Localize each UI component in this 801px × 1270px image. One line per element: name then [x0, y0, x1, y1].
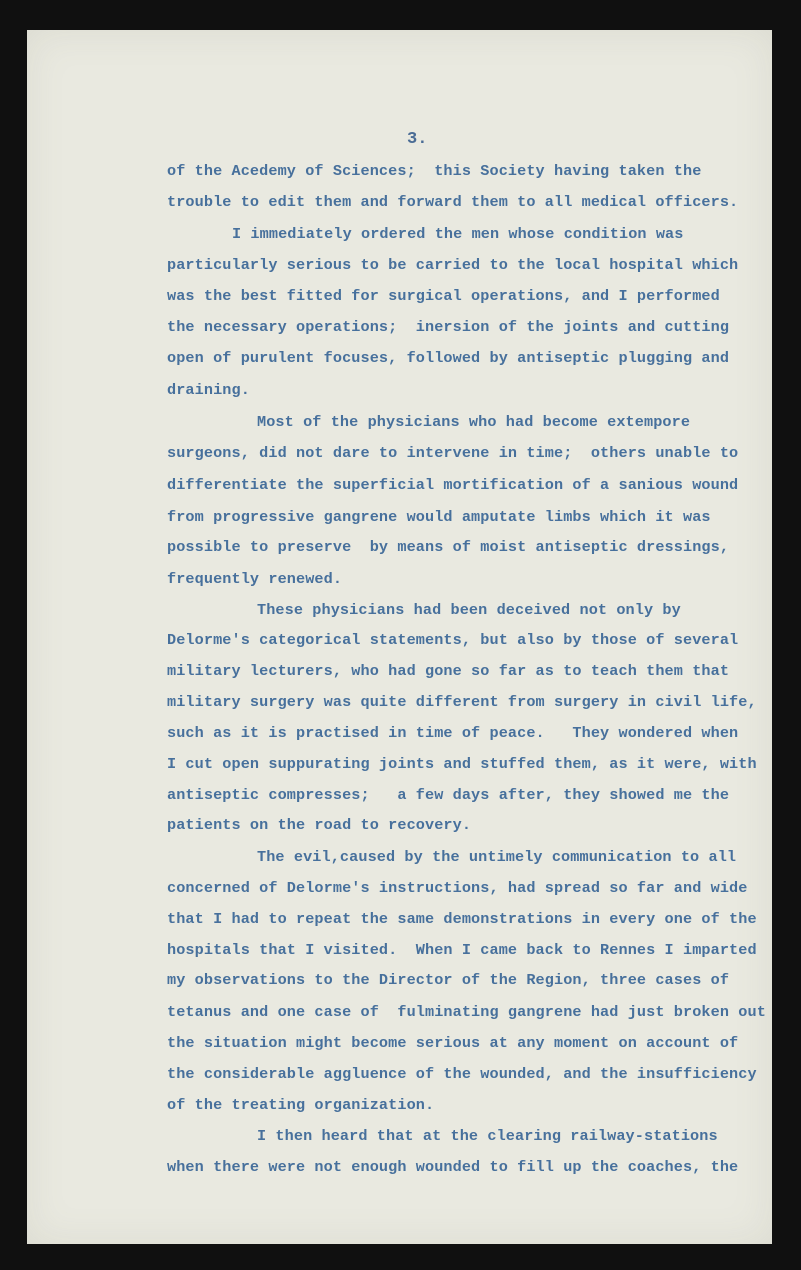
text-line: was the best fitted for surgical operations, and I performed — [167, 287, 720, 305]
text-line: I cut open suppurating joints and stuffed them, as it were, with — [167, 755, 757, 773]
text-line: frequently renewed. — [167, 570, 343, 588]
text-line: hospitals that I visited. When I came back to Rennes I imparted — [167, 941, 757, 959]
text-line: concerned of Delorme's instructions, had spread so far and wide — [167, 879, 748, 897]
text-line: draining. — [167, 381, 250, 399]
text-line: military lecturers, who had gone so far as to teach them that — [167, 662, 730, 680]
text-line: patients on the road to recovery. — [167, 816, 472, 834]
text-line: the considerable aggluence of the wounded, and the insufficiency — [167, 1065, 757, 1083]
text-line: military surgery was quite different from surgery in civil life, — [167, 693, 757, 711]
text-line: the situation might become serious at any moment on account of — [167, 1034, 739, 1052]
text-line: of the treating organization. — [167, 1096, 435, 1114]
text-line: differentiate the superficial mortification of a sanious wound — [167, 476, 739, 494]
text-line: such as it is practised in time of peace. They wondered when — [167, 724, 739, 742]
text-line: Delorme's categorical statements, but also by those of several — [167, 631, 739, 649]
text-line: trouble to edit them and forward them to all medical officers. — [167, 193, 739, 211]
text-line: open of purulent focuses, followed by antiseptic plugging and — [167, 349, 730, 367]
text-line: surgeons, did not dare to intervene in time; others unable to — [167, 444, 739, 462]
text-line: The evil,caused by the untimely communication to all — [257, 848, 737, 866]
page-number: 3. — [407, 130, 428, 149]
text-line: that I had to repeat the same demonstrations in every one of the — [167, 910, 757, 928]
text-line: tetanus and one case of fulminating gangrene had just broken out — [167, 1003, 766, 1021]
text-line: I then heard that at the clearing railway-stations — [257, 1127, 718, 1145]
text-line: possible to preserve by means of moist antiseptic dressings, — [167, 538, 730, 556]
text-line: my observations to the Director of the Region, three cases of — [167, 971, 730, 989]
text-line: the necessary operations; inersion of the joints and cutting — [167, 318, 730, 336]
text-line: when there were not enough wounded to fill up the coaches, the — [167, 1158, 739, 1176]
text-line: from progressive gangrene would amputate limbs which it was — [167, 508, 711, 526]
text-line: antiseptic compresses; a few days after, they showed me the — [167, 786, 730, 804]
text-line: particularly serious to be carried to the local hospital which — [167, 256, 739, 274]
text-line: These physicians had been deceived not only by — [257, 601, 681, 619]
text-line: I immediately ordered the men whose condition was — [232, 225, 684, 243]
text-line: Most of the physicians who had become extempore — [257, 413, 691, 431]
text-line: of the Acedemy of Sciences; this Society having taken the — [167, 162, 702, 180]
paper-sheet — [27, 30, 772, 1244]
